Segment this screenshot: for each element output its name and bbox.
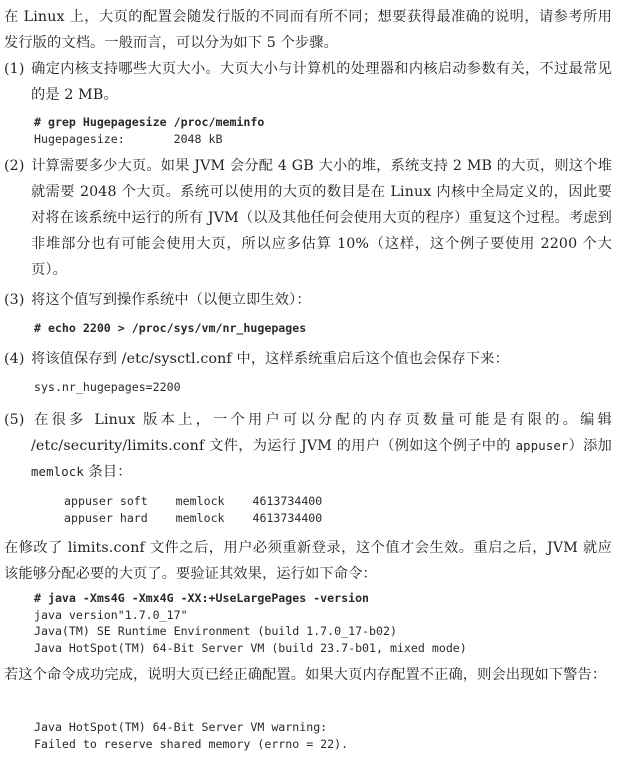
code-block-5 [64,493,322,526]
step-number: (4) [4,351,25,367]
code-output: Java HotSpot(TM) 64-Bit Server VM warning: [34,720,328,734]
code-output: Hugepagesize: 2048 kB [34,131,223,146]
code-command: # echo 2200 > /proc/sys/vm/nr_hugepages [34,321,307,335]
step-text: 确定内核支持哪些大页大小。大页大小与计算机的处理器和内核启动参数有关，不过最常见的是 2 MB。 [31,61,612,103]
code-output: java version"1.7.0_17" [34,607,188,622]
step-number: (5) [4,412,25,428]
step-number: (3) [4,292,25,308]
step-number: (1) [4,61,25,77]
inline-code-memlock: memlock [31,465,84,479]
intro-paragraph: 在 Linux 上，大页的配置会随发行版的不同而有所不同；想要获得最准确的说明，请参考所用发行版的文档。一般而言，可以分为如下 5 个步骤。 [4,9,612,51]
step-3 [4,287,612,313]
code-line: appuser hard memlock 4613734400 [64,510,323,525]
step-text: 条目： [83,464,132,480]
code-block-1 [34,114,264,147]
code-block-3 [34,320,306,337]
step-text: 计算需要多少大页。如果 JVM 会分配 4 GB 大小的堆，系统支持 2 MB 的大页，则这个堆就需要 2048 个大页。系统可以使用的大页的数目是在 Linux 内核中全局定义的，因此要对将在该系统中运行的所有 JVM（以及其他任何会使用大页的程序）重复这个过程。考虑到非堆部分也有可能会使用大页，所以应多估算 10%（这样，这个例子要使用 2200 个大页）。 [31,158,612,278]
code-line: appuser soft memlock 4613734400 [64,494,323,508]
code-block-4 [34,379,181,396]
code-block-verify [34,590,467,656]
code-output: Java HotSpot(TM) 64-Bit Server VM (build 23.7-b01, mixed mode) [34,640,467,655]
code-output: sys.nr_hugepages=2200 [34,380,181,394]
after-limits-paragraph: 在修改了 limits.conf 文件之后，用户必须重新登录，这个值才会生效。重启之后，JVM 就应该能够分配必要的大页了。要验证其效果，运行如下命令： [4,540,612,582]
code-output: Java(TM) SE Runtime Environment (build 1.7.0_17-b02) [34,624,397,638]
step-2 [4,153,612,283]
code-command: # grep Hugepagesize /proc/meminfo [34,115,265,129]
step-text: 将该值保存到 /etc/sysctl.conf 中，这样系统重启后这个值也会保存下来： [31,351,509,367]
code-block-warning [34,719,348,752]
code-command: # java -Xms4G -Xmx4G -XX:+UseLargePages -version [34,591,370,605]
step-5 [4,407,612,485]
step-1 [4,56,612,108]
after-verify-paragraph: 若这个命令成功完成，说明大页已经正确配置。如果大页内存配置不正确，则会出现如下警告： [4,667,607,683]
step-text: 在很多 Linux 版本上，一个用户可以分配的内存页数量可能是有限的。编辑 /etc/security/limits.conf 文件，为运行 JVM 的用户（例如这个例子中的 [31,412,612,454]
step-number: (2) [4,158,25,174]
step-text: 将这个值写到操作系统中（以便立即生效）： [31,292,311,308]
inline-code-user: appuser [515,439,569,453]
step-4 [4,346,612,372]
code-output: Failed to reserve shared memory (errno = 22). [34,736,349,751]
step-text: ）添加 [568,438,612,454]
